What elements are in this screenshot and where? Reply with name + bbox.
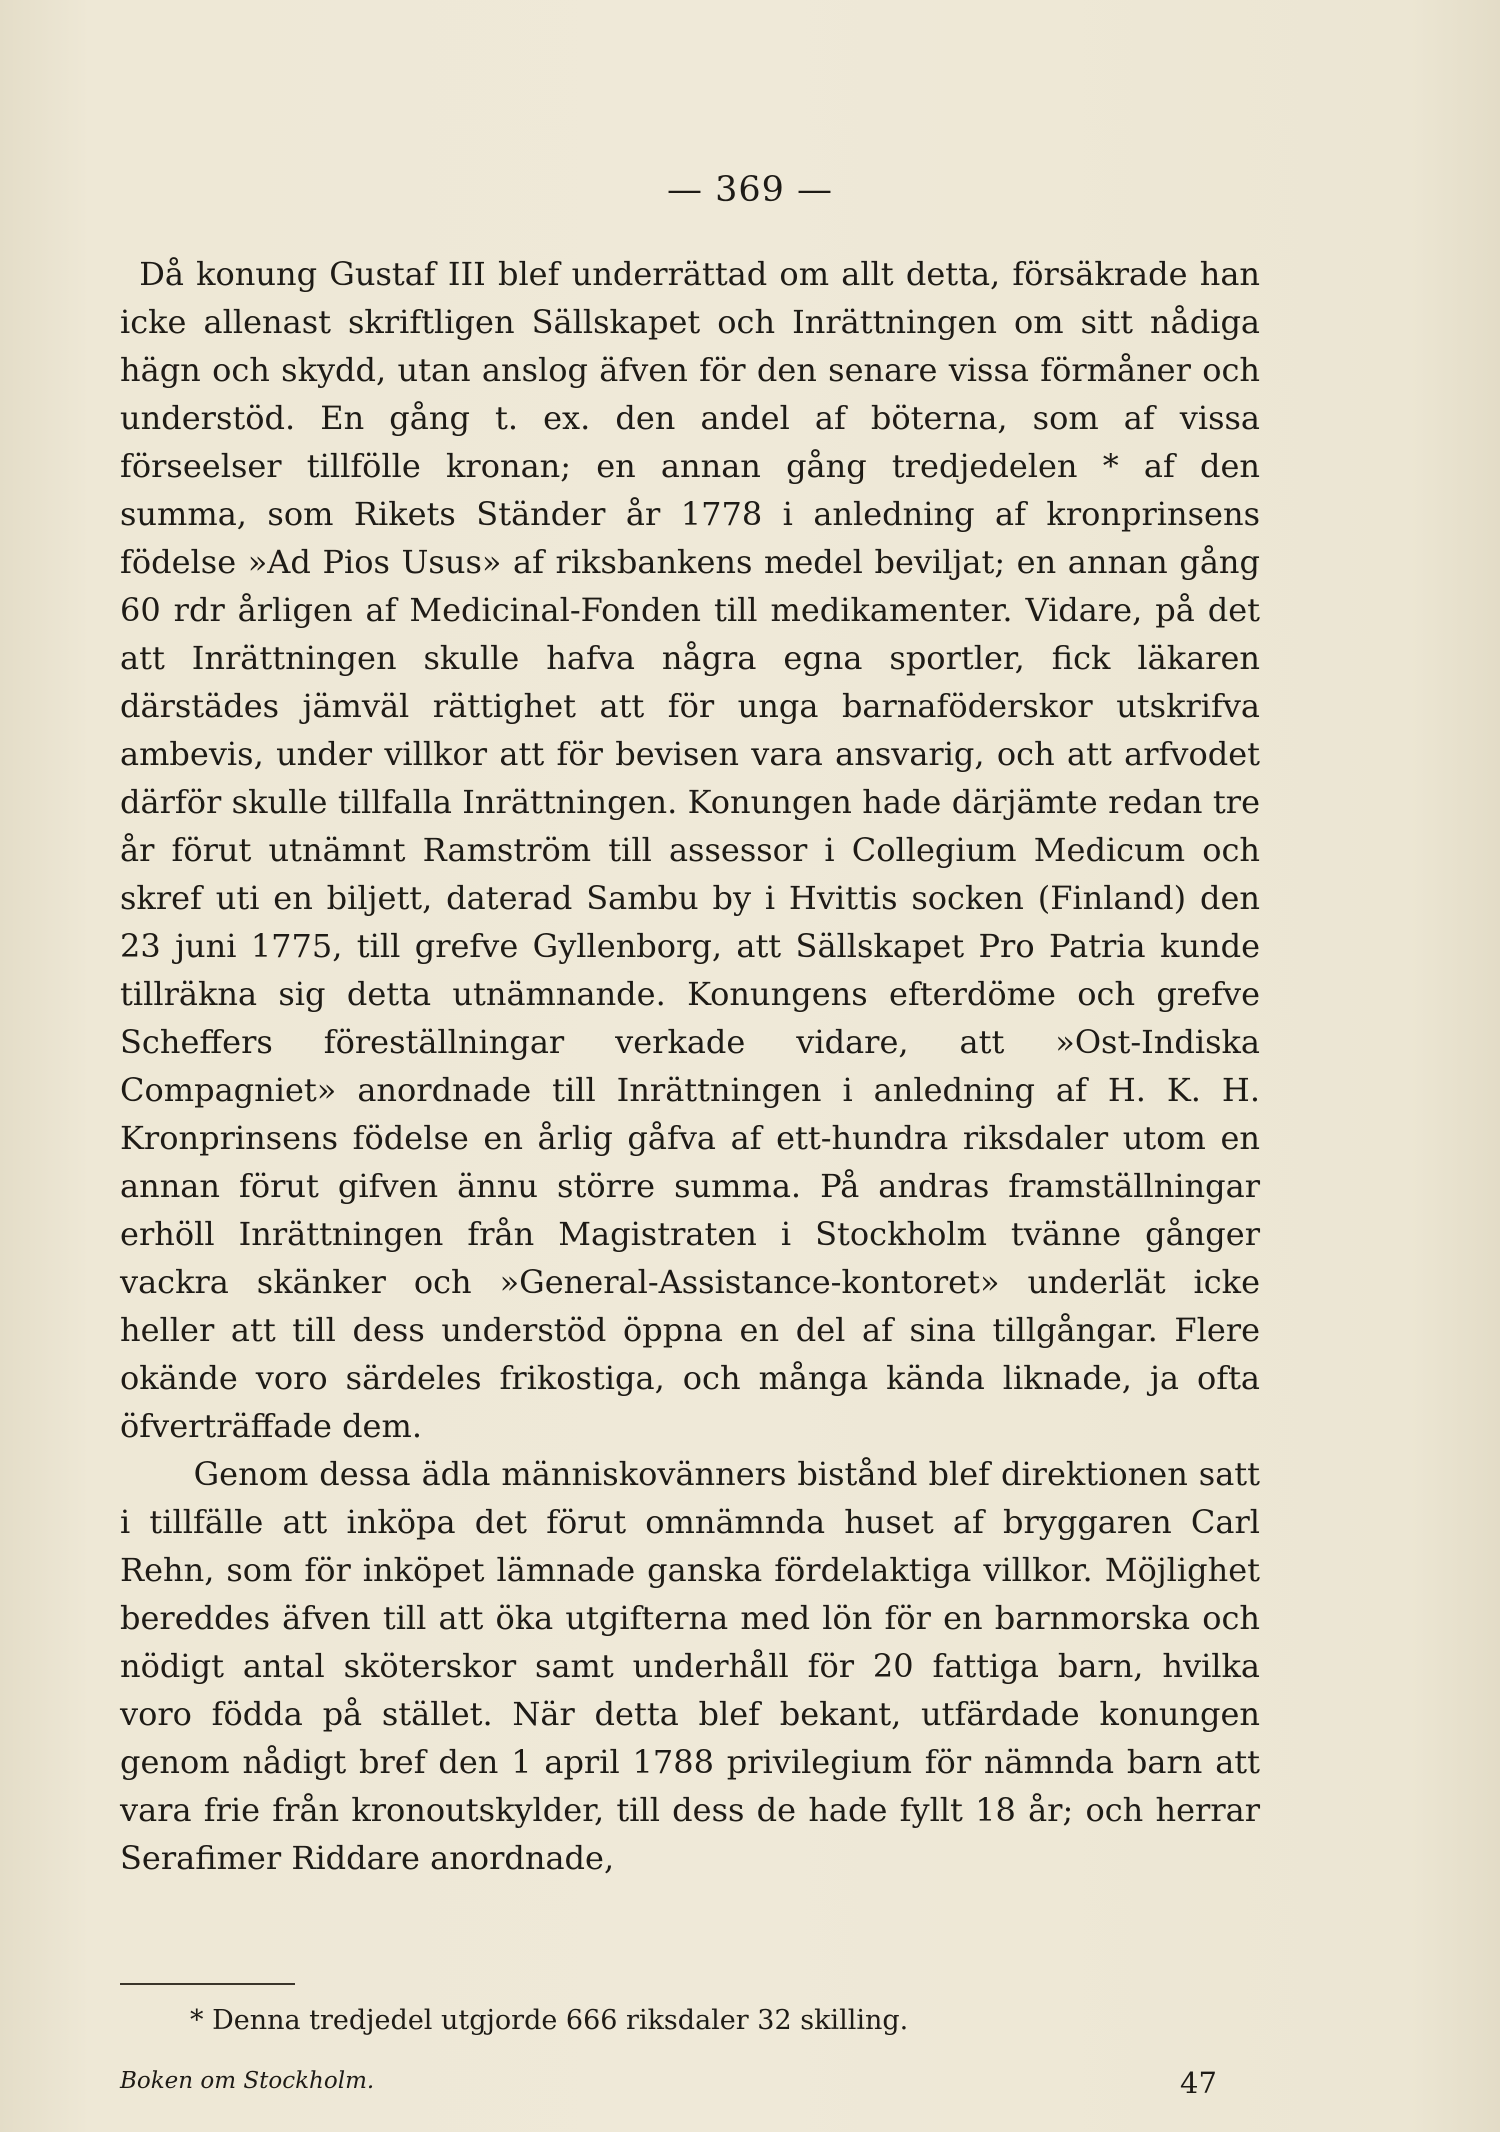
- body-text: [120, 250, 1260, 1882]
- footnote-divider: [120, 1983, 295, 1985]
- paragraph-1: Då konung Gustaf III blef underrättad om allt detta, försäkrade han icke allenast skriftligen Sällskapet och Inrättningen om sitt nådiga hägn och skydd, utan anslog äfven för den senare vissa förmåner och understöd. En gång t. ex. den andel af böterna, som af vissa förseelser tillfölle kronan; en annan gång tredjedelen * af den summa, som Rikets Ständer år 1778 i anledning af kronprinsens födelse »Ad Pios Usus» af riksbankens medel beviljat; en annan gång 60 rdr årligen af Medicinal-Fonden till medikamenter. Vidare, på det att Inrättningen skulle hafva några egna sportler, fick läkaren därstädes jämväl rättighet att för unga barnaföderskor utskrifva ambevis, under villkor att för bevisen vara ansvarig, och att arfvodet därför skulle tillfalla Inrättningen. Konungen hade därjämte redan tre år förut utnämnt Ramström till assessor i Collegium Medicum och skref uti en biljett, daterad Sambu by i Hvittis socken (Finland) den 23 juni 1775, till grefve Gyllenborg, att Sällskapet Pro Patria kunde tillräkna sig detta utnämnande. Konungens efterdöme och grefve Scheffers föreställningar verkade vidare, att »Ost-Indiska Compagniet» anordnade till Inrättningen i anledning af H. K. H. Kronprinsens födelse en årlig gåfva af ett-hundra riksdaler utom en annan förut gifven ännu större summa. På andras framställningar erhöll Inrättningen från Magistraten i Stockholm tvänne gånger vackra skänker och »General-Assistance-kontoret» underlät icke heller att till dess understöd öppna en del af sina tillgångar. Flere okände voro särdeles frikostiga, och många kända liknade, ja ofta öfverträffade dem.: [120, 255, 1260, 1445]
- footnote: * Denna tredjedel utgjorde 666 riksdaler 32 skilling.: [190, 2005, 909, 2036]
- sheet-number: 47: [1180, 2066, 1217, 2100]
- signature-line: Boken om Stockholm.: [120, 2068, 375, 2094]
- paragraph-2: Genom dessa ädla människovänners bistånd blef direktionen satt i tillfälle att inköpa det förut omnämnda huset af bryggaren Carl Rehn, som för inköpet lämnade ganska fördelaktiga villkor. Möjlighet bereddes äfven till att öka utgifterna med lön för en barnmorska och nödigt antal sköterskor samt underhåll för 20 fattiga barn, hvilka voro födda på stället. När detta blef bekant, utfärdade konungen genom nådigt bref den 1 april 1788 privilegium för nämnda barn att vara frie från kronoutskylder, till dess de hade fyllt 18 år; och herrar Serafimer Riddare anordnade,: [120, 1455, 1260, 1877]
- page-number: — 369 —: [666, 170, 834, 210]
